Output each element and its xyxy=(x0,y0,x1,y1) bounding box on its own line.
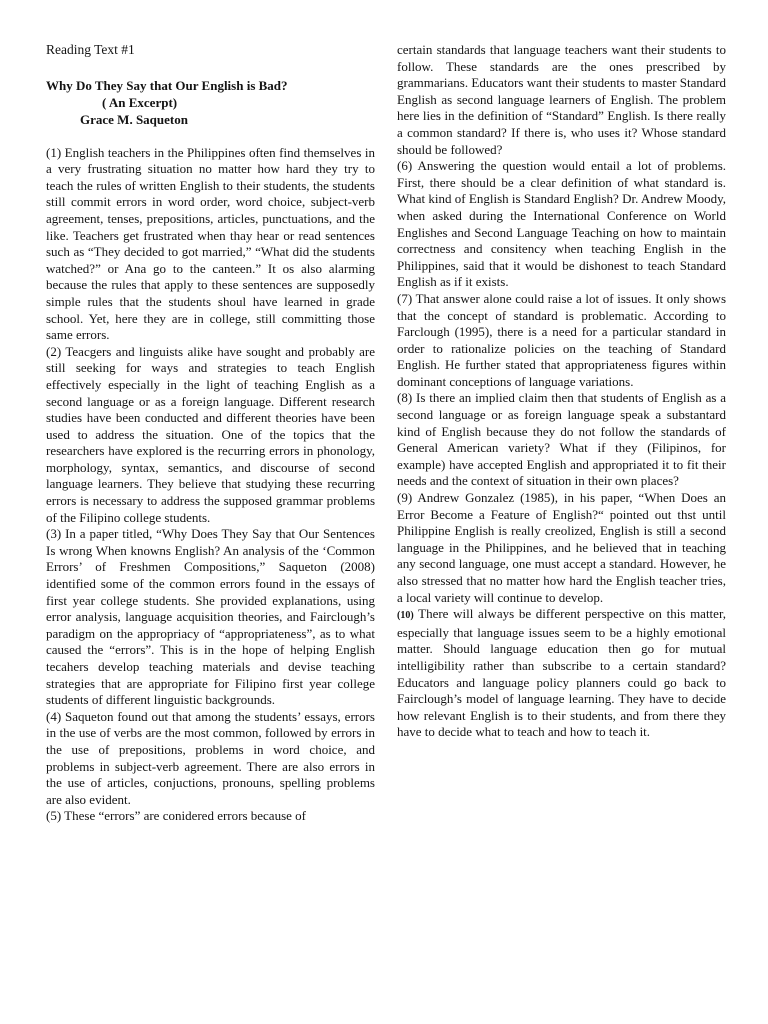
paragraph-number: (9) xyxy=(397,490,413,506)
paragraph-text: There will always be different perspective on this matter, especially that language issues seem to be a highly emotional matter. Should language education then go for mutual intelligibility rather than subscribe to a certain standard? Educators and language policy planners could go back to Fairclough’s model of language learning. They have to decide how relevant English is to their students, and from there they have to decide what to teach and how to teach it. xyxy=(397,606,726,740)
paragraph-number: (3) xyxy=(46,526,62,542)
paragraph-7 xyxy=(397,291,726,391)
paragraph-2 xyxy=(46,344,375,527)
paragraph-text: These “errors” are conidered errors because of xyxy=(61,808,306,824)
paragraph-text: certain standards that language teachers want their students to follow. These standards are the ones prescribed by grammarians. Educators want their students to master Standard English as second language learners of English. The problem here lies in the definition of “Standard” English. Is there really a common standard? If there is, who uses it? Whose standard should be followed? xyxy=(397,42,726,157)
reading-label: Reading Text #1 xyxy=(46,42,135,57)
paragraph-number: (7) xyxy=(397,290,413,306)
document-author: Grace M. Saqueton xyxy=(80,111,188,127)
right-column xyxy=(397,42,726,741)
paragraph-number: (10) xyxy=(397,610,414,622)
paragraph-text: That answer alone could raise a lot of issues. It only shows that the concept of standard is problematic. According to Farclough (1995), there is a need for a particular standard in order to rationalize policies on the teaching of Standard English. He further stated that appropriateness figures within dominant conceptions of language variations. xyxy=(397,290,726,389)
paragraph-number: (6) xyxy=(397,158,413,174)
paragraph-number: (1) xyxy=(46,144,62,160)
document-title: Why Do They Say that Our English is Bad? xyxy=(46,77,288,93)
paragraph-4 xyxy=(46,709,375,809)
paragraph-number: (4) xyxy=(46,708,62,724)
paragraph-1 xyxy=(46,145,375,344)
paragraph-8 xyxy=(397,390,726,490)
paragraph-number: (8) xyxy=(397,390,413,406)
paragraph-10 xyxy=(397,606,726,741)
paragraph-number: (2) xyxy=(46,343,62,359)
paragraph-3 xyxy=(46,526,375,709)
paragraph-6 xyxy=(397,158,726,291)
paragraph-text: Saqueton found out that among the students’ essays, errors in the use of verbs are the most common, followed by errors in the use of prepositions, problems in word choice, and problems in subject-verb agreement. There are also errors in the use of articles, conjuctions, pronouns, spelling problems are also evident. xyxy=(46,708,375,807)
paragraph-text: English teachers in the Philippines often find themselves in a very frustrating situation no matter how hard they try to teach the rules of written English to their students, the students still commit errors in word order, word choice, subject-verb agreement, tenses, prepositions, articles, punctuations, and the like. Teachers get frustrated when thay hear or read sentences such as “They decided to got married,” “What did the students watched?” or Ana go to the canteen.” It os also alarming because the rules that apply to these sentences are supposedly simple rules that the students shoul have learned in grade school. Yet, here they are in college, still committing those same errors. xyxy=(46,144,375,343)
paragraph-9 xyxy=(397,490,726,606)
paragraph-text: Teacgers and linguists alike have sought and probably are still seeking for ways and strategies to teach English effectively especially in the light of teaching English as a second language or as a foreign language. Different research studies have been conducted and different theories have been used to address the situation. One of the topics that the researchers have explored is the recurring errors in phonology, morphology, syntax, semantics, and discourse of second language learners. They believe that studying these recurring errors is necessary to address the supposed grammar problems of the Filipino college students. xyxy=(46,343,375,525)
paragraph-text: Answering the question would entail a lot of problems. First, there should be a clear definition of what standard is. What kind of English is Standard English? Dr. Andrew Moody, when asked during the International Conference on World Englishes and Second Language Teaching on how to maintain correctness and consitency when teaching English in the Philippines, said that it would be dishonest to teach Standard English as if it exists. xyxy=(397,158,726,290)
paragraph-5 xyxy=(46,808,375,825)
paragraph-text: Is there an implied claim then that students of English as a second language or as foreign language speak a substantard kind of English because they do not follow the standards of General American variety? What if they (Filipinos, for example) have accepted English and appropriated it to fit their needs and the context of situation in their own places? xyxy=(397,390,726,489)
paragraph-number: (5) xyxy=(46,808,62,824)
left-column xyxy=(46,42,375,825)
paragraph-text: In a paper titled, “Why Does They Say that Our Sentences Is wrong When knowns English? An analysis of the ‘Common Errors’ of Freshmen Compositions,” Saqueton (2008) identified some of the common errors found in the essays of first year college students. She provided explanations, using error analysis, language acquisition theories, and Fairclough’s paradigm on the appropriacy of “appropriateness”, as to what caused the “errors”. This is in the hope of helping English tecahers develop teaching materials and devise teaching strategies that are appropriate for Filipino first year college students of different linguistic backgrounds. xyxy=(46,526,375,708)
paragraph-5-continued xyxy=(397,42,726,158)
paragraph-text: Andrew Gonzalez (1985), in his paper, “When Does an Error Become a Feature of English?“ pointed out thst until Philippine English is really creolized, English is still a second language in the Philippines, and he believed that in teaching any second language, one must accept a standard. However, he also stressed that no matter how hard the English teacher tries, a local variety will continue to develop. xyxy=(397,490,726,605)
document-subtitle: ( An Excerpt) xyxy=(102,94,178,110)
